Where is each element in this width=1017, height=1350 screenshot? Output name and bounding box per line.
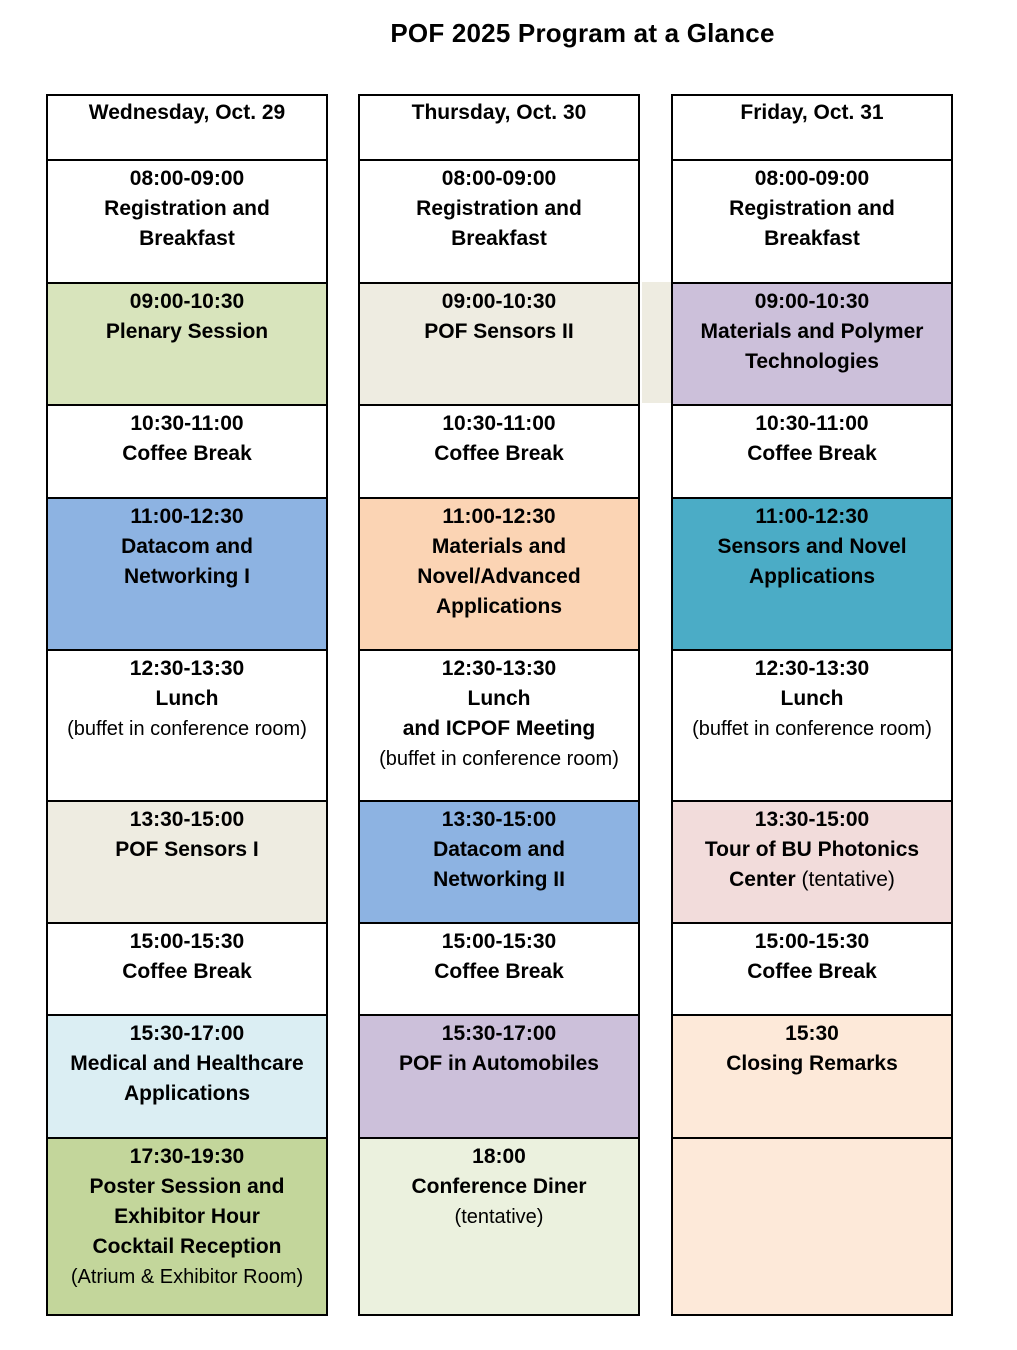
session-time: 17:30-19:30	[129, 1145, 245, 1168]
day-header: Wednesday, Oct. 29	[88, 101, 286, 124]
session-title: Tour of BU Photonics	[704, 838, 920, 861]
day-column-thursday	[358, 94, 640, 1316]
session-time: 15:30-17:00	[441, 1022, 557, 1045]
session-time: 12:30-13:30	[754, 657, 870, 680]
session-cell	[360, 497, 638, 649]
session-cell	[673, 497, 951, 649]
session-title: Registration and	[416, 197, 582, 220]
session-title: Networking II	[433, 868, 565, 891]
session-time: 08:00-09:00	[129, 167, 245, 190]
session-title: Datacom and	[121, 535, 253, 558]
session-note: (buffet in conference room)	[379, 748, 619, 770]
session-title: Breakfast	[139, 227, 235, 250]
session-note: (buffet in conference room)	[692, 718, 932, 740]
session-time: 10:30-11:00	[755, 412, 869, 435]
session-time: 08:00-09:00	[441, 167, 557, 190]
session-title: Applications	[435, 595, 562, 618]
session-cell	[48, 159, 326, 282]
session-note: (Atrium & Exhibitor Room)	[70, 1266, 304, 1288]
day-column-friday	[671, 94, 953, 1316]
session-title: Sensors and Novel	[717, 535, 907, 558]
session-cell	[360, 404, 638, 497]
session-time: 10:30-11:00	[442, 412, 556, 435]
session-time: 15:30-17:00	[129, 1022, 245, 1045]
session-title: Exhibitor Hour	[114, 1205, 260, 1228]
session-time: 13:30-15:00	[754, 808, 870, 831]
session-title: Conference Diner	[411, 1175, 587, 1198]
session-cell	[48, 282, 326, 404]
session-title: Materials and Polymer	[700, 320, 924, 343]
session-title: Poster Session and	[89, 1175, 285, 1198]
session-time: 13:30-15:00	[129, 808, 245, 831]
session-note: (tentative)	[795, 868, 895, 891]
session-title: Coffee Break	[747, 960, 877, 983]
session-title: Closing Remarks	[726, 1052, 898, 1075]
session-cell	[48, 1014, 326, 1137]
session-title: Datacom and	[433, 838, 565, 861]
session-cell	[48, 800, 326, 922]
session-title: Cocktail Reception	[92, 1235, 282, 1258]
session-time: 08:00-09:00	[754, 167, 870, 190]
session-time: 09:00-10:30	[129, 290, 245, 313]
session-cell	[360, 1137, 638, 1314]
session-time: 15:30	[785, 1022, 839, 1045]
session-time: 11:00-12:30	[755, 505, 869, 528]
session-title: Plenary Session	[105, 320, 269, 343]
session-title: Breakfast	[764, 227, 860, 250]
day-column-wednesday	[46, 94, 328, 1316]
session-title: Coffee Break	[122, 960, 252, 983]
session-title: Applications	[123, 1082, 250, 1105]
session-time: 18:00	[472, 1145, 526, 1168]
session-title: Coffee Break	[747, 442, 877, 465]
session-cell	[673, 922, 951, 1014]
session-note: (buffet in conference room)	[67, 718, 307, 740]
session-cell	[360, 1014, 638, 1137]
session-note: (tentative)	[454, 1206, 544, 1228]
day-header: Friday, Oct. 31	[740, 101, 884, 124]
row-shading-connector	[642, 282, 671, 403]
session-title: Center	[729, 868, 796, 891]
day-header: Thursday, Oct. 30	[411, 101, 587, 124]
session-title: Lunch	[467, 687, 531, 710]
session-title: Coffee Break	[434, 442, 564, 465]
session-cell	[673, 1014, 951, 1137]
session-title: Applications	[748, 565, 875, 588]
session-cell	[48, 649, 326, 800]
session-cell	[360, 800, 638, 922]
session-cell	[360, 922, 638, 1014]
session-cell	[673, 282, 951, 404]
session-cell	[360, 282, 638, 404]
session-title: Novel/Advanced	[417, 565, 581, 588]
session-time: 15:00-15:30	[754, 930, 870, 953]
session-title: Breakfast	[451, 227, 547, 250]
session-title: POF in Automobiles	[399, 1052, 599, 1075]
session-cell	[673, 404, 951, 497]
session-title-line	[673, 865, 951, 895]
session-title: Coffee Break	[434, 960, 564, 983]
session-title: Technologies	[745, 350, 879, 373]
session-cell	[360, 649, 638, 800]
session-cell	[673, 800, 951, 922]
session-title: POF Sensors II	[424, 320, 574, 343]
session-title: Registration and	[729, 197, 895, 220]
session-title: Coffee Break	[122, 442, 252, 465]
session-title: Medical and Healthcare	[70, 1052, 304, 1075]
session-cell	[48, 497, 326, 649]
session-cell	[360, 159, 638, 282]
session-title: POF Sensors I	[115, 838, 259, 861]
session-title: Lunch	[155, 687, 219, 710]
session-title: Networking I	[123, 565, 250, 588]
session-time: 12:30-13:30	[441, 657, 557, 680]
session-time: 09:00-10:30	[754, 290, 870, 313]
session-time: 15:00-15:30	[129, 930, 245, 953]
session-cell	[48, 922, 326, 1014]
session-cell	[48, 1137, 326, 1314]
session-cell	[673, 649, 951, 800]
session-time: 10:30-11:00	[130, 412, 244, 435]
page-title: POF 2025 Program at a Glance	[390, 18, 775, 48]
session-cell	[673, 159, 951, 282]
session-time: 11:00-12:30	[130, 505, 244, 528]
session-time: 09:00-10:30	[441, 290, 557, 313]
session-title: Lunch	[780, 687, 844, 710]
session-cell	[673, 1137, 951, 1314]
session-time: 11:00-12:30	[442, 505, 556, 528]
session-time: 15:00-15:30	[441, 930, 557, 953]
session-title: and ICPOF Meeting	[402, 717, 596, 740]
session-title: Materials and	[431, 535, 567, 558]
session-cell	[48, 404, 326, 497]
session-time: 13:30-15:00	[441, 808, 557, 831]
session-title: Registration and	[104, 197, 270, 220]
session-time: 12:30-13:30	[129, 657, 245, 680]
